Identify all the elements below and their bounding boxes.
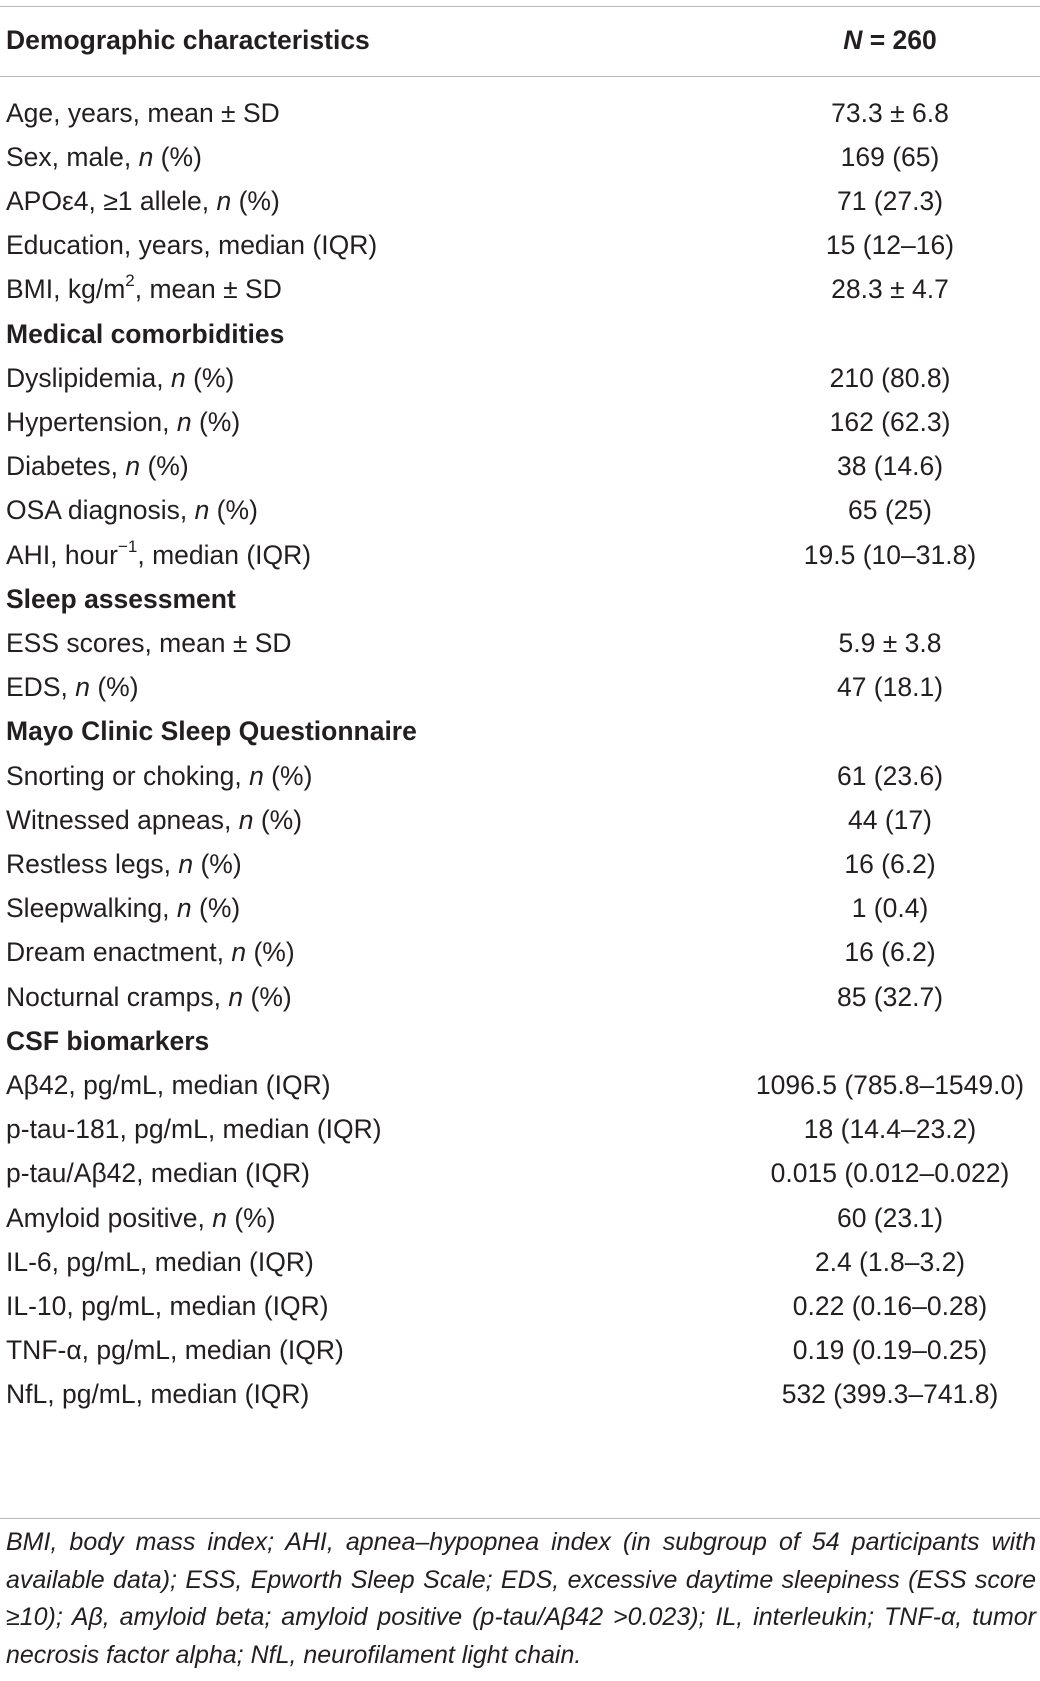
row-label-italic: n: [228, 981, 244, 1012]
row-label-text: p-tau-181, pg/mL, median (IQR): [6, 1114, 382, 1145]
row-label-text: Age, years, mean ± SD: [6, 97, 280, 128]
section-row: [0, 576, 1040, 623]
row-label-italic: n: [176, 406, 192, 437]
row-value: 61 (23.6): [836, 760, 944, 791]
row-label: [6, 399, 240, 446]
section-row: [0, 708, 1040, 755]
row-label-suffix: , mean ± SD: [134, 274, 282, 305]
table-row: [0, 753, 1040, 800]
row-label-text: Snorting or choking,: [6, 760, 250, 791]
table-row: [0, 1283, 1040, 1330]
row-label-italic: n: [125, 451, 141, 482]
row-label-italic: n: [170, 362, 186, 393]
row-value: 0.22 (0.16–0.28): [792, 1290, 988, 1321]
table-row: [0, 487, 1040, 534]
row-label: [6, 620, 292, 667]
row-label-italic: n: [178, 848, 194, 879]
row-value: 1 (0.4): [851, 893, 929, 924]
row-label-text: Aβ42, pg/mL, median (IQR): [6, 1069, 331, 1100]
row-label-suffix: (%): [209, 495, 258, 526]
table-row: [0, 1239, 1040, 1286]
row-label-text: Sleepwalking,: [6, 893, 177, 924]
row-value: 47 (18.1): [836, 672, 944, 703]
table-row: [0, 664, 1040, 711]
row-label: [6, 443, 189, 490]
table-row: [0, 1327, 1040, 1374]
row-label-suffix: , median (IQR): [137, 539, 312, 570]
row-label-suffix: (%): [246, 937, 295, 968]
table-row: [0, 620, 1040, 667]
table-row: [0, 178, 1040, 225]
row-label-text: BMI, kg/m: [6, 274, 126, 305]
row-label: [6, 1106, 382, 1153]
row-label-italic: n: [216, 185, 232, 216]
row-label: [6, 797, 302, 844]
row-label-text: Medical comorbidities: [6, 318, 285, 349]
row-label: [6, 487, 258, 534]
row-label: [6, 885, 240, 932]
row-label-suffix: (%): [89, 672, 139, 703]
table-row: [0, 222, 1040, 269]
row-label-suffix: (%): [231, 185, 280, 216]
row-value: 38 (14.6): [836, 451, 944, 482]
row-label-text: Restless legs,: [6, 848, 179, 879]
row-value: 169 (65): [840, 141, 940, 172]
row-value: 0.015 (0.012–0.022): [770, 1158, 1010, 1189]
table-row: [0, 1371, 1040, 1418]
header-value-count: = 260: [862, 25, 937, 55]
table-row: [0, 841, 1040, 888]
table-row: [0, 974, 1040, 1021]
row-label: [6, 1371, 309, 1418]
section-row: [0, 311, 1040, 358]
table-row: [0, 797, 1040, 844]
row-value: 5.9 ± 3.8: [838, 627, 942, 658]
row-label-suffix: (%): [193, 848, 242, 879]
row-label-italic: n: [249, 760, 264, 791]
row-label-text: Dream enactment,: [6, 937, 232, 968]
top-rule: [0, 6, 1040, 7]
table-row: [0, 532, 1040, 579]
row-value: 85 (32.7): [836, 981, 944, 1012]
row-value: 44 (17): [848, 804, 932, 835]
row-label: [6, 974, 292, 1021]
row-label-text: Amyloid positive,: [6, 1202, 213, 1233]
table-row: [0, 399, 1040, 446]
row-label: [6, 1283, 329, 1330]
row-value: 28.3 ± 4.7: [831, 274, 949, 305]
row-label: [6, 1150, 310, 1197]
row-value: 1096.5 (785.8–1549.0): [755, 1069, 1025, 1100]
header-value-symbol: N: [843, 25, 863, 55]
row-label-text: OSA diagnosis,: [6, 495, 195, 526]
table-row: [0, 266, 1040, 313]
row-label-text: APOε4, ≥1 allele,: [6, 185, 217, 216]
row-value: 210 (80.8): [829, 362, 951, 393]
row-value: 71 (27.3): [836, 185, 944, 216]
row-label-suffix: (%): [226, 1202, 276, 1233]
row-label-suffix: (%): [263, 760, 313, 791]
row-label-text: Sleep assessment: [6, 583, 236, 614]
row-label-italic: n: [176, 893, 192, 924]
table-row: [0, 443, 1040, 490]
row-value: 65 (25): [848, 495, 932, 526]
row-value: 16 (6.2): [844, 937, 936, 968]
section-heading: [6, 311, 284, 358]
row-label: [6, 532, 311, 579]
row-label-italic: n: [238, 804, 254, 835]
row-label: [6, 134, 202, 181]
row-label-suffix: (%): [191, 406, 241, 437]
table-row: [0, 1150, 1040, 1197]
bottom-rule: [0, 1518, 1040, 1519]
row-label-italic: n: [138, 141, 154, 172]
row-label-superscript: −1: [117, 536, 138, 556]
header-value: [640, 17, 1040, 64]
row-label-italic: n: [75, 672, 90, 703]
row-label-text: p-tau/Aβ42, median (IQR): [6, 1158, 310, 1189]
section-heading: [6, 576, 236, 623]
row-label: [6, 1062, 331, 1109]
section-heading: [6, 708, 417, 755]
row-label: [6, 266, 282, 313]
row-label-suffix: (%): [253, 804, 303, 835]
row-label-text: NfL, pg/mL, median (IQR): [6, 1379, 310, 1410]
row-value: 19.5 (10–31.8): [803, 539, 977, 570]
row-label-text: TNF-α, pg/mL, median (IQR): [6, 1335, 344, 1366]
row-label-text: Diabetes,: [6, 451, 126, 482]
row-value: 15 (12–16): [825, 230, 955, 261]
table-row: [0, 1195, 1040, 1242]
row-label-text: Sex, male,: [6, 141, 139, 172]
row-label-text: IL-6, pg/mL, median (IQR): [6, 1246, 314, 1277]
table-row: [0, 355, 1040, 402]
row-label-text: CSF biomarkers: [6, 1025, 210, 1056]
section-row: [0, 1018, 1040, 1065]
row-label: [6, 929, 295, 976]
row-label-text: Witnessed apneas,: [6, 804, 239, 835]
row-label-text: Mayo Clinic Sleep Questionnaire: [6, 716, 417, 747]
row-label: [6, 355, 234, 402]
row-label-superscript: 2: [125, 271, 135, 291]
row-label-suffix: (%): [243, 981, 292, 1012]
row-label: [6, 222, 377, 269]
row-label: [6, 664, 139, 711]
row-label-text: AHI, hour: [6, 539, 118, 570]
row-value: 0.19 (0.19–0.25): [792, 1335, 988, 1366]
row-value: 2.4 (1.8–3.2): [814, 1246, 966, 1277]
row-label: [6, 178, 280, 225]
row-value: 16 (6.2): [844, 848, 936, 879]
row-value: 73.3 ± 6.8: [831, 97, 949, 128]
row-label: [6, 90, 280, 137]
table-row: [0, 134, 1040, 181]
header-label: Demographic characteristics: [6, 25, 370, 55]
row-label-text: Education, years, median (IQR): [6, 230, 378, 261]
row-label-suffix: (%): [191, 893, 241, 924]
row-label: [6, 1327, 344, 1374]
row-label-italic: n: [231, 937, 247, 968]
row-label-text: EDS,: [6, 672, 76, 703]
row-label-suffix: (%): [153, 141, 202, 172]
table-row: [0, 90, 1040, 137]
table-row: [0, 929, 1040, 976]
table-footnote: BMI, body mass index; AHI, apnea–hypopnea index (in subgroup of 54 participants with available data); ESS, Epworth Sleep Scale; EDS, excessive daytime sleepiness (ESS score ≥10); Aβ, amyloid beta; amyloid positive (p-tau/Aβ42 >0.023); IL, interleukin; TNF-α, tumor necrosis factor alpha; NfL, neurofilament light chain.: [6, 1528, 1036, 1669]
table-row: [0, 885, 1040, 932]
row-value: 532 (399.3–741.8): [781, 1379, 999, 1410]
table-row: [0, 1106, 1040, 1153]
row-label-text: Dyslipidemia,: [6, 362, 171, 393]
row-label-text: ESS scores, mean ± SD: [6, 627, 292, 658]
row-label: [6, 1239, 314, 1286]
row-label-text: IL-10, pg/mL, median (IQR): [6, 1290, 329, 1321]
row-label: [6, 1195, 276, 1242]
row-value: 18 (14.4–23.2): [803, 1114, 977, 1145]
row-label-suffix: (%): [185, 362, 235, 393]
header-rule: [0, 76, 1040, 77]
row-value: 60 (23.1): [836, 1202, 944, 1233]
row-label-italic: n: [194, 495, 210, 526]
row-label-text: Hypertension,: [6, 406, 177, 437]
section-heading: [6, 1018, 209, 1065]
row-label-text: Nocturnal cramps,: [6, 981, 229, 1012]
table-row: [0, 1062, 1040, 1109]
row-label-suffix: (%): [140, 451, 189, 482]
row-label: [6, 841, 242, 888]
row-value: 162 (62.3): [829, 406, 951, 437]
row-label: [6, 753, 312, 800]
table-header: [0, 17, 1040, 64]
row-label-italic: n: [212, 1202, 227, 1233]
